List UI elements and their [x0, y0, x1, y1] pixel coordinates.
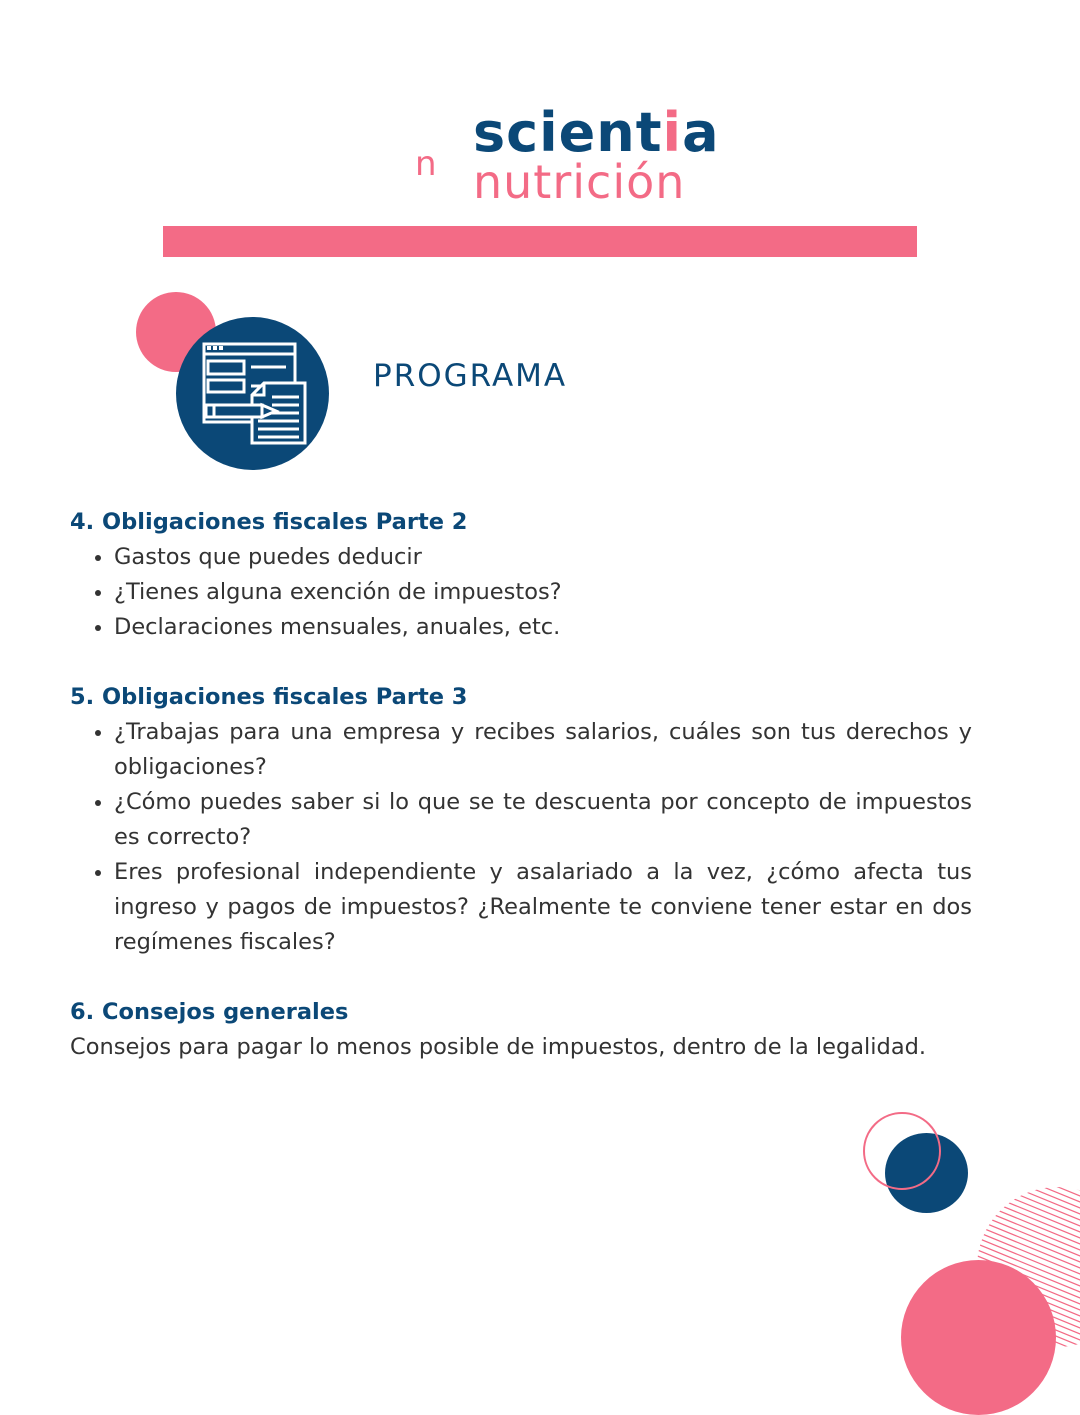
list-item: Eres profesional independiente y asalariado a la vez, ¿cómo afecta tus ingreso y pagos de impuestos? ¿Realmente te conviene tener estar en dos regímenes fiscales?	[70, 855, 972, 960]
list-item: Declaraciones mensuales, anuales, etc.	[70, 610, 972, 645]
page-title: PROGRAMA	[373, 358, 568, 394]
bullet-list	[70, 540, 972, 645]
hatch-line	[975, 1185, 1080, 1192]
section-5	[70, 680, 972, 960]
section-6	[70, 995, 972, 1065]
list-item: ¿Trabajas para una empresa y recibes salarios, cuáles son tus derechos y obligaciones?	[70, 715, 972, 785]
section-heading: 5. Obligaciones fiscales Parte 3	[70, 684, 468, 710]
hatch-line	[975, 1185, 1080, 1210]
section-4	[70, 505, 972, 645]
decor-pink-circle	[901, 1260, 1056, 1415]
logo-wordmark	[473, 101, 720, 209]
hatch-line	[975, 1185, 1080, 1228]
section-heading: 4. Obligaciones fiscales Parte 2	[70, 509, 468, 535]
list-item: Gastos que puedes deducir	[70, 540, 972, 575]
list-item: ¿Tienes alguna exención de impuestos?	[70, 575, 972, 610]
document-pencil-icon	[176, 317, 329, 470]
hatch-line	[975, 1185, 1080, 1186]
decor-pink-ring	[863, 1112, 941, 1190]
header-divider-bar	[163, 226, 917, 257]
section-heading: 6. Consejos generales	[70, 999, 349, 1025]
logo-word-nutricion: nutrición	[473, 155, 686, 209]
logo-monogram-n: n	[415, 144, 437, 184]
list-item: ¿Cómo puedes saber si lo que se te descuenta por concepto de impuestos es correcto?	[70, 785, 972, 855]
logo-monogram	[376, 119, 462, 205]
logo-monogram-s: s	[398, 126, 416, 166]
program-content	[70, 505, 972, 1065]
section-text: Consejos para pagar lo menos posible de impuestos, dentro de la legalidad.	[70, 1034, 927, 1060]
logo-word-scientia: scientia	[473, 101, 720, 164]
bullet-list	[70, 715, 972, 960]
